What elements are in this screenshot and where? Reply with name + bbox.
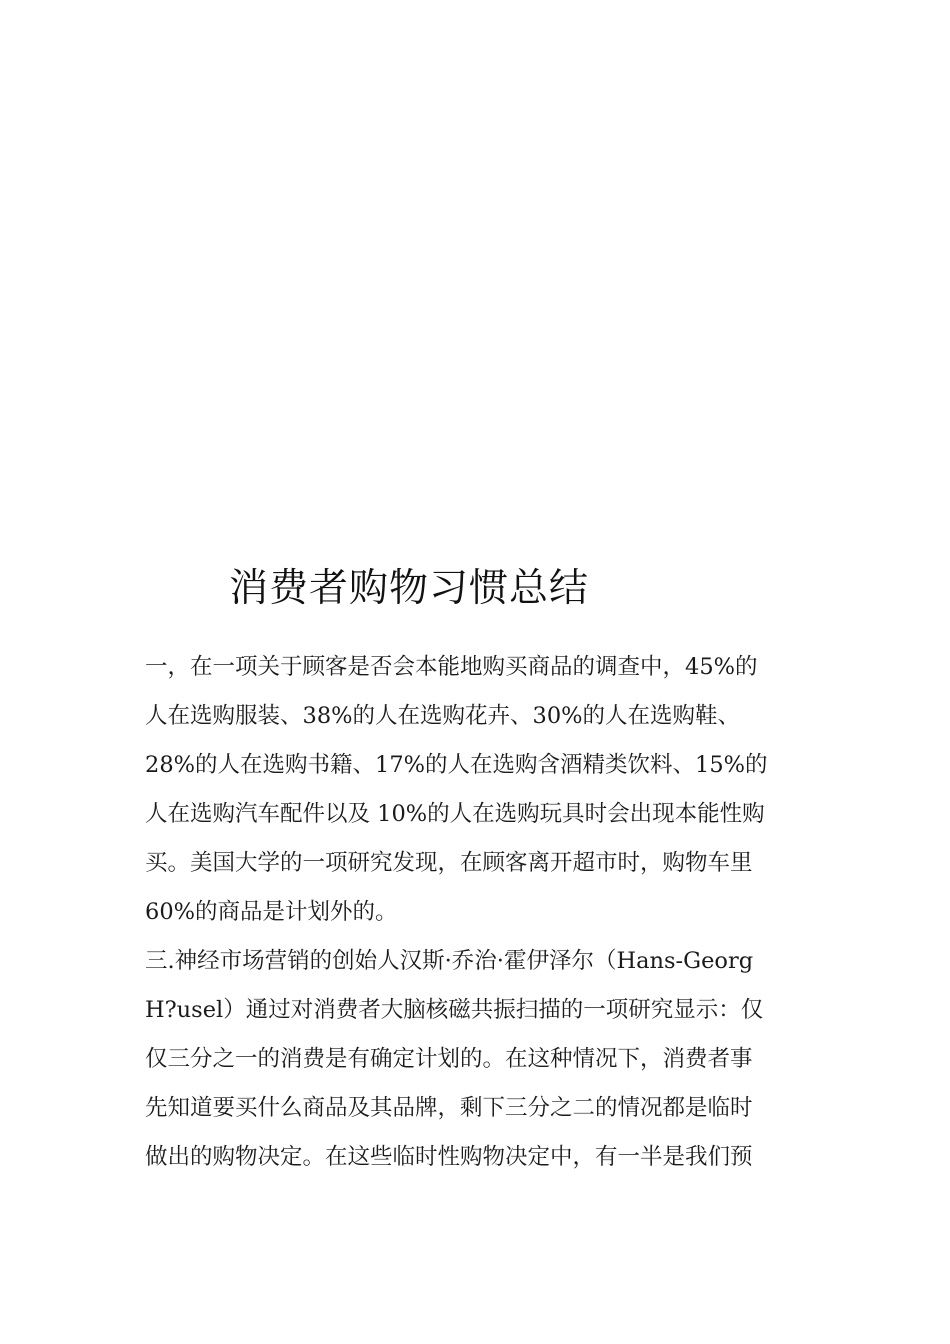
paragraph-line: 仅三分之一的消费是有确定计划的。在这种情况下，消费者事 [145,1046,753,1072]
paragraph-line: 一，在一项关于顾客是否会本能地购买商品的调查中，45%的 [145,654,758,680]
paragraph-line: 60%的商品是计划外的。 [145,899,398,925]
document-title: 消费者购物习惯总结 [229,566,590,611]
paragraph-line: 先知道要买什么商品及其品牌，剩下三分之二的情况都是临时 [145,1095,753,1121]
paragraph-line: 做出的购物决定。在这些临时性购物决定中，有一半是我们预 [145,1144,753,1170]
paragraph-line: 人在选购服装、38%的人在选购花卉、30%的人在选购鞋、 [145,703,741,729]
paragraph-line: H?usel）通过对消费者大脑核磁共振扫描的一项研究显示：仅 [145,997,764,1023]
paragraph-line: 买。美国大学的一项研究发现，在顾客离开超市时，购物车里 [145,850,753,876]
paragraph-line: 28%的人在选购书籍、17%的人在选购含酒精类饮料、15%的 [145,752,768,778]
document-body [145,643,805,1182]
paragraph-line: 三.神经市场营销的创始人汉斯·乔治·霍伊泽尔（Hans-Georg [145,948,754,974]
paragraph-line: 人在选购汽车配件以及 10%的人在选购玩具时会出现本能性购 [145,801,765,827]
